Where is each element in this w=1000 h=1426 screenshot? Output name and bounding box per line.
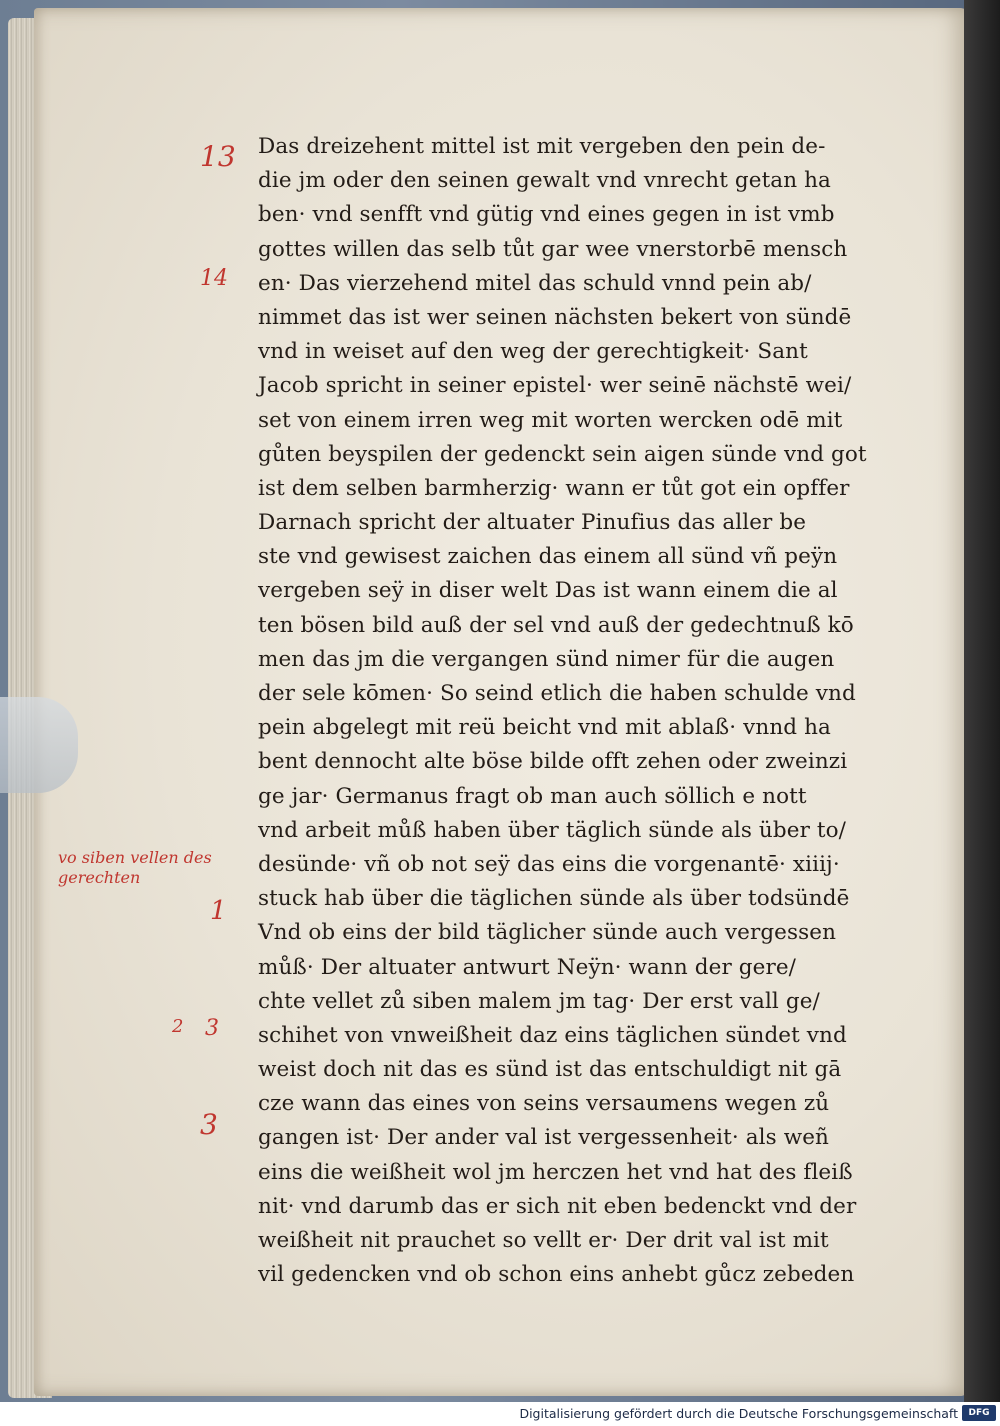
text-line: desünde· vñ ob not seÿ das eins die vorgenantē· xiiij· [258, 851, 840, 877]
text-line: bent dennocht alte böse bilde offt zehen oder zweinzi [258, 749, 848, 775]
margin-number-2: 2 [172, 1016, 184, 1037]
text-line: ten bösen bild auß der sel vnd auß der gedechtnuß kō [258, 612, 854, 638]
text-line: eins die weißheit wol jm herczen het vnd hat des fleiß [258, 1159, 853, 1185]
text-line: en· Das vierzehend mitel das schuld vnnd pein ab/ [258, 270, 812, 296]
text-line: chte vellet zů siben malem jm tag· Der erst vall ge/ [258, 988, 820, 1014]
text-line: schihet von vnweißheit daz eins täglichen sündet vnd [258, 1022, 847, 1048]
text-block [258, 130, 898, 1292]
text-line: ben· vnd senfft vnd gütig vnd eines gegen in ist vmb [258, 202, 835, 228]
text-line: nimmet das ist wer seinen nächsten bekert von sündē [258, 304, 852, 330]
text-line: Das dreizehent mittel ist mit vergeben den pein de- [258, 134, 826, 159]
text-line: men das jm die vergangen sünd nimer für die augen [258, 646, 835, 672]
text-line: ge jar· Germanus fragt ob man auch söllich e nott [258, 783, 807, 809]
margin-number-13: 13 [200, 140, 236, 173]
text-line: gangen ist· Der ander val ist vergessenheit· als weñ [258, 1125, 829, 1151]
text-line: Vnd ob eins der bild täglicher sünde auch vergessen [258, 920, 837, 946]
text-line: die jm oder den seinen gewalt vnd vnrecht getan ha [258, 168, 831, 194]
text-line: vergeben seÿ in diser welt Das ist wann einem die al [258, 578, 838, 604]
text-line: set von einem irren weg mit worten wercken odē mit [258, 407, 843, 433]
text-line: ist dem selben barmherzig· wann er tůt got ein opffer [258, 475, 850, 501]
margin-number-2b: 3 [205, 1016, 219, 1041]
text-line: gůten beyspilen der gedenckt sein aigen sünde vnd got [258, 441, 867, 467]
text-line: weißheit nit prauchet so vellt er· Der drit val ist mit [258, 1228, 829, 1253]
margin-number-3: 3 [200, 1108, 218, 1141]
text-line: der sele kōmen· So seind etlich die haben schulde vnd [258, 681, 856, 706]
text-line: weist doch nit das es sünd ist das entschuldigt nit gā [258, 1057, 842, 1083]
dfg-logo: DFG [962, 1405, 996, 1421]
text-line: Jacob spricht in seiner epistel· wer seinē nächstē wei/ [258, 373, 852, 399]
text-line: pein abgelegt mit reü beicht vnd mit ablaß· vnnd ha [258, 715, 831, 741]
text-line: vnd arbeit můß haben über täglich sünde als über to/ [258, 817, 847, 843]
text-line: vil gedencken vnd ob schon eins anhebt gůcz zebeden [258, 1262, 855, 1288]
margin-number-14: 14 [200, 266, 228, 291]
text-line: stuck hab über die täglichen sünde als über todsündē [258, 886, 850, 912]
text-line: můß· Der altuater antwurt Neÿn· wann der gere/ [258, 954, 796, 980]
text-line: gottes willen das selb tůt gar wee vnerstorbē mensch [258, 236, 848, 262]
book-cover-edge [964, 0, 1000, 1402]
page-clip [0, 697, 78, 793]
text-line: Darnach spricht der altuater Pinufius das aller be [258, 510, 807, 536]
funding-credit: Digitalisierung gefördert durch die Deutsche Forschungsgemeinschaft [519, 1406, 958, 1421]
text-line: cze wann das eines von seins versaumens wegen zů [258, 1091, 830, 1117]
text-line: vnd in weiset auf den weg der gerechtigkeit· Sant [258, 339, 808, 365]
text-line: ste vnd gewisest zaichen das einem all sünd vñ peÿn [258, 544, 838, 570]
text-line: nit· vnd darumb das er sich nit eben bedenckt vnd der [258, 1193, 857, 1219]
margin-number-1: 1 [210, 896, 227, 926]
footer-bar [0, 1402, 1000, 1426]
margin-note: vo siben vellen des gerechten [58, 848, 212, 887]
